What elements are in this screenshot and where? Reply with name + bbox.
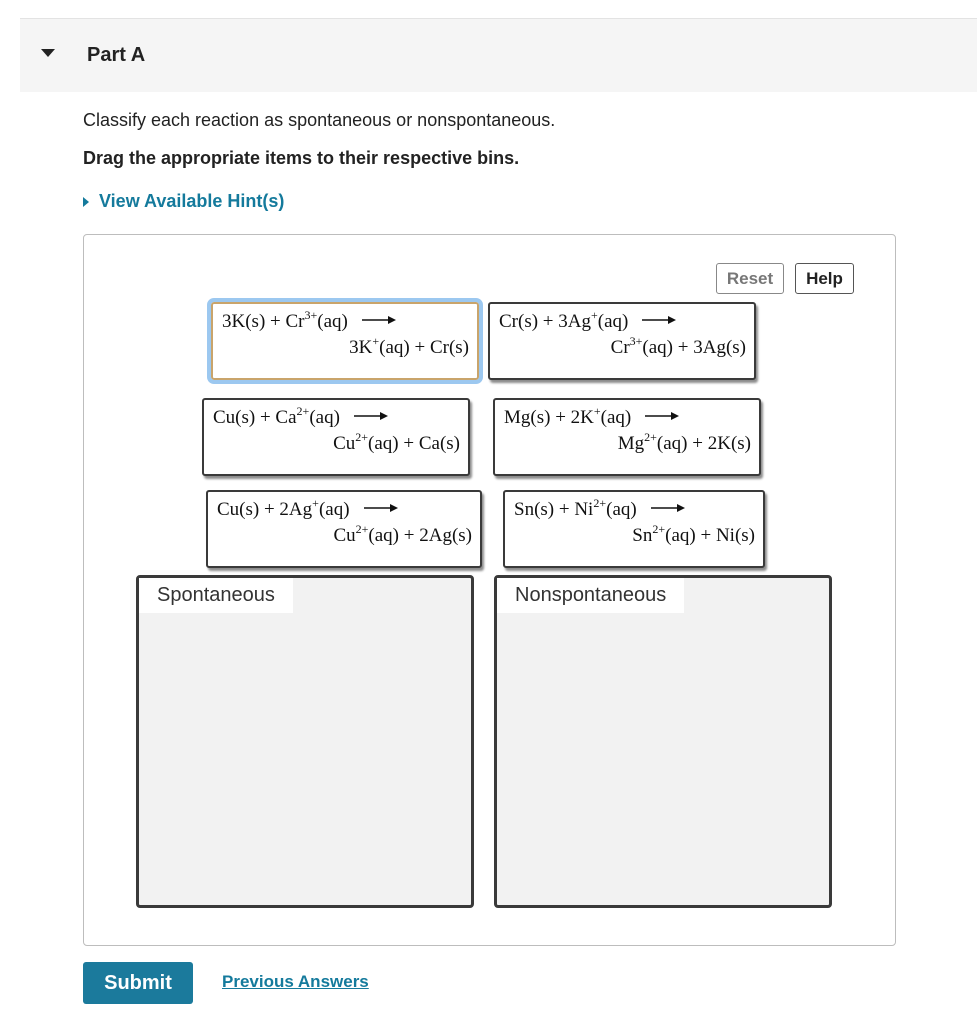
nonspontaneous-bin[interactable] <box>494 575 832 908</box>
reaction-chip-4[interactable]: Mg(s) + 2K+(aq) $Mg^{2+}(aq) + 2K(s)$ <box>493 398 761 476</box>
instruction-text: Classify each reaction as spontaneous or nonspontaneous. <box>83 110 556 130</box>
nonspontaneous-bin-label: Nonspontaneous <box>497 578 684 613</box>
reaction-chip-2[interactable]: Cr(s) + 3Ag+(aq) $Cr^{3+}(aq) + 3Ag(s)$ <box>488 302 756 380</box>
reaction-chip-3[interactable]: $Cu(s) + Ca^{2+}(aq)$ $Cu^{2+}(aq) + Ca(s)$ <box>202 398 470 476</box>
submit-button[interactable]: Submit <box>83 962 193 1004</box>
reset-button[interactable]: Reset <box>716 263 784 294</box>
part-header[interactable] <box>20 19 977 92</box>
help-button[interactable]: Help <box>795 263 854 294</box>
reaction-arrow-icon <box>651 504 685 512</box>
caret-right-icon <box>83 197 89 207</box>
reaction-chip-1[interactable]: $3K(s) + Cr^{3+}(aq)$ 3K+(aq) + Cr(s) <box>211 302 479 380</box>
drag-drop-workspace <box>83 234 896 946</box>
view-hints-link[interactable] <box>83 191 284 212</box>
reaction-arrow-icon <box>362 316 396 324</box>
reaction-chip-6[interactable]: $Sn(s) + Ni^{2+}(aq)$ $Sn^{2+}(aq) + Ni(s)$ <box>503 490 765 568</box>
caret-down-icon[interactable] <box>41 49 55 57</box>
reaction-arrow-icon <box>645 412 679 420</box>
reaction-arrow-icon <box>354 412 388 420</box>
previous-answers-link[interactable]: Previous Answers <box>222 972 369 991</box>
spontaneous-bin-label: Spontaneous <box>139 578 293 613</box>
reaction-chip-5[interactable]: Cu(s) + 2Ag+(aq) $Cu^{2+}(aq) + 2Ag(s)$ <box>206 490 482 568</box>
spontaneous-bin[interactable] <box>136 575 474 908</box>
reaction-arrow-icon <box>642 316 676 324</box>
instruction-bold-text: Drag the appropriate items to their respective bins. <box>83 148 520 168</box>
view-hints-label: View Available Hint(s) <box>99 191 285 211</box>
reaction-arrow-icon <box>364 504 398 512</box>
part-title: Part A <box>87 44 146 66</box>
